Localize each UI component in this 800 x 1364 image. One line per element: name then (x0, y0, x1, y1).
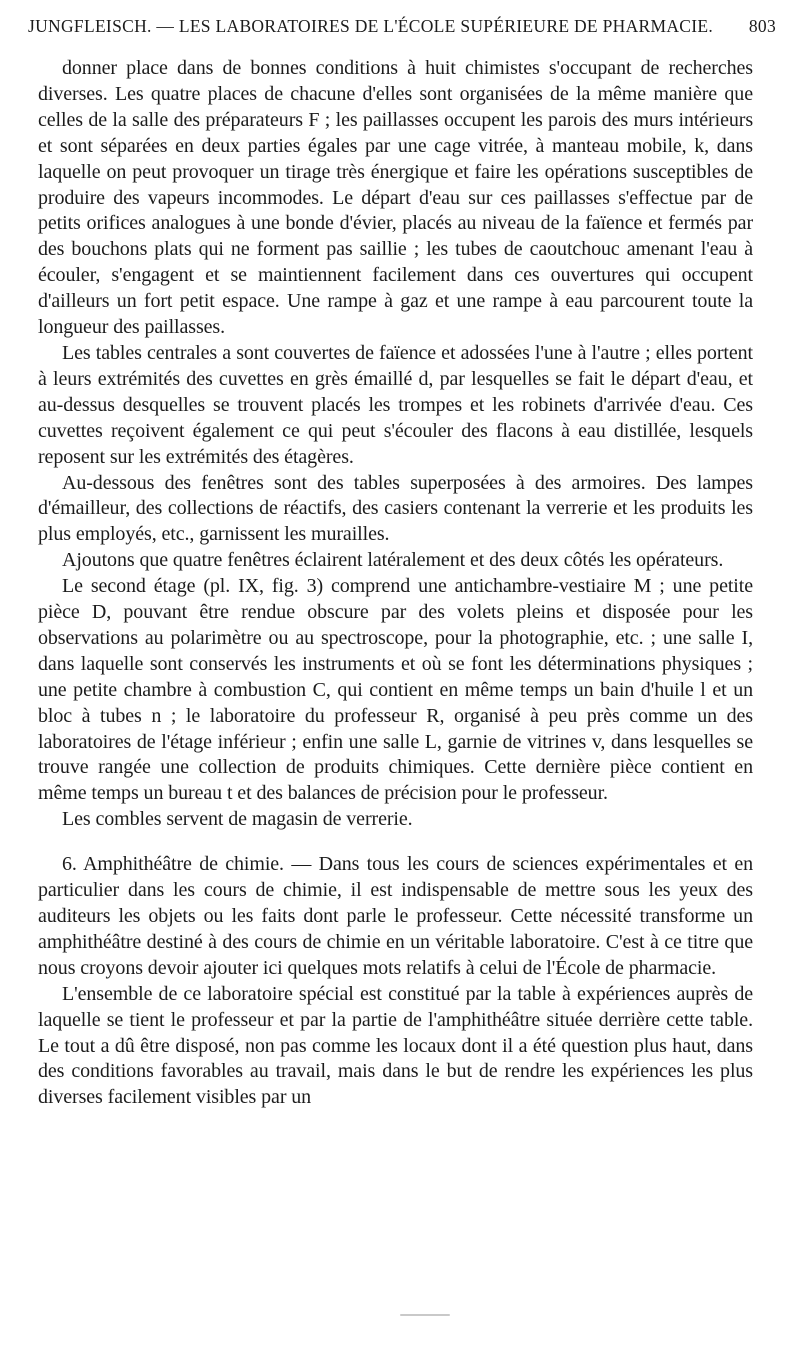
paragraph: Ajoutons que quatre fenêtres éclairent latéralement et des deux côtés les opérateurs. (62, 549, 724, 572)
running-header (28, 16, 776, 37)
body-text (38, 56, 753, 1111)
paragraph: L'ensemble de ce laboratoire spécial est constitué par la table à expériences auprès de laquelle se tient le professeur et par la partie de l'amphithéâtre située derrière cette table. Le tout a dû être disposé, non pas comme les locaux dont il a été question plus haut, dans des conditions favorables au travail, mais dans le but de rendre les expériences les plus diverses facilement visibles par un (38, 982, 753, 1109)
print-smudge (400, 1314, 450, 1316)
paragraph: donner place dans de bonnes conditions à huit chimistes s'occupant de recherches diverses. Les quatre places de chacune d'elles sont organisées de la même manière que celles de la salle des préparateurs F ; les paillasses occupent les parois des murs intérieurs et sont séparées en deux parties égales par une cage vitrée, à manteau mobile, k, dans laquelle on peut provoquer un tirage très énergique et faire les opérations susceptibles de produire des vapeurs incommodes. Le départ d'eau sur ces paillasses s'effectue par de petits orifices analogues à une bonde d'évier, placés au niveau de la faïence et fermés par des bouchons plats qui ne forment pas saillie ; les tubes de caoutchouc amenant l'eau à écouler, s'engagent et se maintiennent facilement dans ces ouvertures qui occupent d'ailleurs un fort petit espace. Une rampe à gaz et une rampe à eau parcourent toute la longueur des paillasses. (38, 57, 753, 339)
page-number: 803 (748, 16, 776, 36)
running-title: JUNGFLEISCH. — LES LABORATOIRES DE L'ÉCOLE SUPÉRIEURE DE PHARMACIE. (28, 16, 714, 36)
paragraph: Au-dessous des fenêtres sont des tables superposées à des armoires. Des lampes d'émailleur, des collections de réactifs, des casiers contenant la verrerie et les produits les plus employés, etc., garnissent les murailles. (38, 471, 753, 546)
paragraph: Les tables centrales a sont couvertes de faïence et adossées l'une à l'autre ; elles portent à leurs extrémités des cuvettes en grès émaillé d, par lesquelles se fait le départ d'eau, et au-dessus desquelles se trouvent placés les trompes et les robinets d'arrivée d'eau. Ces cuvettes reçoivent également ce qui peut s'écouler des flacons à eau distillée, lesquels reposent sur les extrémités des étagères. (38, 341, 753, 468)
paragraph: Le second étage (pl. IX, fig. 3) comprend une antichambre-vestiaire M ; une petite pièce D, pouvant être rendue obscure par des volets pleins et disposée pour les observations au polarimètre ou au spectroscope, pour la photographie, etc. ; une salle I, dans laquelle sont conservés les instruments et où se font les déterminations physiques ; une petite chambre à combustion C, qui contient en même temps un bain d'huile l et un bloc à tubes n ; le laboratoire du professeur R, organisé à peu près comme un des laboratoires de l'étage inférieur ; enfin une salle L, garnie de vitrines v, dans lesquelles se trouve rangée une collection de produits chimiques. Cette dernière pièce contient en même temps un bureau t et des balances de précision pour le professeur. (38, 575, 753, 805)
paragraph: Les combles servent de magasin de verrerie. (62, 808, 413, 831)
section-heading-paragraph: 6. Amphithéâtre de chimie. — Dans tous les cours de sciences expérimentales et en particulier dans les cours de chimie, il est indispensable de mettre sous les yeux des auditeurs les objets ou les faits dont parle le professeur. Cette nécessité transforme un amphithéâtre destiné à des cours de chimie en un véritable laboratoire. C'est à ce titre que nous croyons devoir ajouter ici quelques mots relatifs à celui de l'École de pharmacie. (38, 853, 753, 979)
